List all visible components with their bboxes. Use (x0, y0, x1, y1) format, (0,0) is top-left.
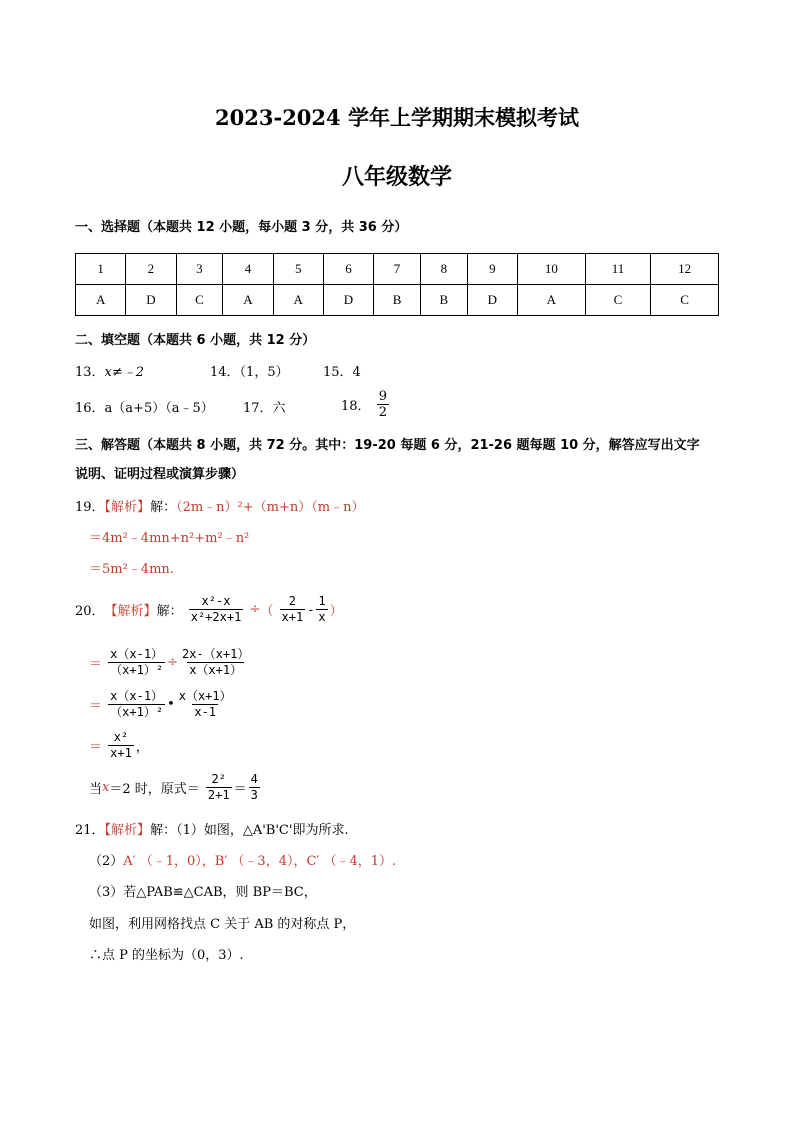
q21-part5: ∴点 P 的坐标为（0，3）. (89, 948, 244, 963)
equals-sign: ＝ (233, 782, 247, 797)
q19-step2: ＝5m²﹣4mn. (89, 562, 174, 577)
divide-sign: ÷ (249, 602, 261, 617)
table-cell: D (323, 285, 373, 316)
question-number: 20． (75, 604, 105, 619)
fraction-denominator: x+1 (281, 610, 304, 624)
paren-close: ） (329, 604, 343, 619)
fraction-denominator: x (318, 610, 326, 624)
fraction (180, 647, 251, 678)
solution-label: 解： (150, 500, 177, 515)
analysis-tag: 【解析】 (104, 500, 151, 515)
fraction (280, 594, 306, 625)
exam-subject: 八年级数学 (341, 164, 452, 190)
fraction-denominator: x-1 (194, 705, 217, 719)
table-cell: 6 (323, 254, 373, 285)
table-cell: 7 (374, 254, 421, 285)
table-cell: 12 (651, 254, 719, 285)
q21-part4: 如图，利用网格找点 C 关于 AB 的对称点 P， (89, 917, 356, 932)
fraction-numerator: x² (113, 730, 129, 744)
question-number: 17． (243, 401, 273, 416)
fraction-denominator: 2+1 (207, 788, 230, 802)
fraction (206, 772, 232, 803)
fraction-numerator: 2 (288, 594, 296, 608)
answer-value: 六 (272, 401, 286, 416)
table-cell: 9 (467, 254, 517, 285)
fraction-denominator: x²+2x+1 (190, 610, 242, 624)
fraction-numerator: x²-x (201, 594, 231, 608)
table-cell: C (651, 285, 719, 316)
fraction-denominator: 2 (378, 405, 387, 420)
table-cell: 11 (585, 254, 650, 285)
divide-sign: ÷ (167, 655, 178, 670)
table-cell: 4 (223, 254, 273, 285)
table-cell: 1 (76, 254, 126, 285)
fraction (249, 772, 260, 803)
q20-line (75, 594, 343, 625)
table-cell: A (76, 285, 126, 316)
table-cell: B (374, 285, 421, 316)
comma: ， (135, 740, 149, 755)
question-number: 15． (323, 365, 353, 380)
q19-expression: （2m﹣n）²+（m+n）（m﹣n） (176, 500, 365, 515)
fraction (189, 594, 244, 625)
table-cell: 8 (420, 254, 467, 285)
when-text: ＝2 时，原式＝ (109, 782, 200, 797)
fraction-numerator: 4 (250, 772, 258, 786)
fraction-denominator: x+1 (110, 746, 132, 760)
fraction-denominator: （x+1）² (110, 705, 164, 719)
fraction-numerator: 9 (378, 389, 387, 404)
table-cell: D (126, 285, 176, 316)
q21-part2-text: A′ （﹣1，0），B′ （﹣3，4），C′ （﹣4，1）. (123, 854, 397, 869)
part-label: （2） (89, 854, 124, 869)
question-number: 14． (210, 365, 240, 380)
answer-table-number-row (76, 254, 719, 285)
table-cell: 10 (517, 254, 585, 285)
table-cell: B (420, 285, 467, 316)
equals-sign: ＝ (89, 657, 103, 672)
table-cell: D (467, 285, 517, 316)
answer-17 (243, 397, 286, 416)
question-number: 13． (75, 365, 105, 380)
table-cell: C (585, 285, 650, 316)
analysis-tag: 【解析】 (104, 823, 151, 838)
section2-heading: 二、填空题（本题共 6 小题，共 12 分） (75, 333, 316, 348)
answer-15 (323, 361, 361, 380)
q19-line (75, 496, 364, 515)
variable-x: x (102, 780, 110, 795)
table-cell: 5 (273, 254, 323, 285)
fraction-numerator: x（x+1） (178, 689, 232, 703)
question-number: 18． (341, 399, 371, 414)
question-number: 21． (75, 823, 105, 838)
solution-label: 解：（1）如图， (150, 823, 243, 838)
question-number: 16． (75, 401, 105, 416)
q21-part2 (89, 850, 396, 869)
equals-sign: ＝ (89, 699, 103, 714)
answer-value: 4 (352, 365, 361, 380)
analysis-tag: 【解析】 (104, 604, 157, 619)
q20-step3 (89, 730, 149, 761)
answer-18 (341, 389, 391, 420)
q20-step1 (89, 647, 253, 678)
fraction (108, 647, 165, 678)
equals-sign: ＝ (89, 740, 103, 755)
table-cell: C (176, 285, 223, 316)
fraction (177, 689, 234, 720)
multiply-dot: • (167, 697, 175, 712)
fraction (108, 689, 165, 720)
answer-value: a（a+5）（a﹣5） (104, 401, 214, 416)
answer-14 (210, 361, 289, 380)
answer-table-answer-row (76, 285, 719, 316)
answer-13 (75, 361, 144, 380)
answer-value: （1，5） (239, 365, 289, 380)
section3-heading-line1: 三、解答题（本题共 8 小题，共 72 分。其中：19-20 每题 6 分，21-26 题每题 10 分，解答应写出文字 (75, 438, 700, 453)
q21-part1-text: △A'B'C'即为所求. (242, 823, 349, 838)
fraction-denominator: 3 (250, 788, 258, 802)
when-prefix: 当 (89, 782, 103, 797)
minus-sign: - (307, 602, 315, 617)
q19-step1: ＝4m²﹣4mn+n²+m²﹣n² (89, 531, 250, 546)
q21-part3 (89, 881, 317, 900)
fraction-numerator: 1 (318, 594, 326, 608)
fraction-numerator: 2x-（x+1） (181, 647, 250, 661)
part-label: （3） (89, 885, 124, 900)
answer-table (75, 253, 719, 316)
section3-heading-line2: 说明、证明过程或演算步骤） (75, 467, 245, 482)
table-cell: A (273, 285, 323, 316)
answer-16 (75, 397, 214, 416)
table-cell: 2 (126, 254, 176, 285)
section1-heading: 一、选择题（本题共 12 小题，每小题 3 分，共 36 分） (75, 220, 408, 235)
solution-label: 解： (156, 604, 183, 619)
exam-title: 2023-2024 学年上学期期末模拟考试 (215, 105, 579, 130)
question-number: 19． (75, 500, 105, 515)
table-cell: A (517, 285, 585, 316)
fraction-numerator: 2² (211, 772, 226, 786)
fraction (108, 730, 134, 761)
q20-step2 (89, 689, 236, 720)
fraction (377, 389, 389, 420)
table-cell: 3 (176, 254, 223, 285)
fraction-numerator: x（x-1） (110, 647, 164, 661)
fraction-numerator: x（x-1） (110, 689, 164, 703)
q21-part3-text: 若△PAB≌△CAB，则 BP＝BC， (123, 885, 317, 900)
paren-open: （ (260, 604, 274, 619)
q20-evaluate (89, 772, 262, 803)
fraction-denominator: x（x+1） (189, 663, 243, 677)
table-cell: A (223, 285, 273, 316)
answer-value: x≠﹣2 (104, 365, 145, 380)
q21-line (75, 819, 349, 838)
fraction-denominator: （x+1）² (110, 663, 164, 677)
fraction (316, 594, 327, 625)
